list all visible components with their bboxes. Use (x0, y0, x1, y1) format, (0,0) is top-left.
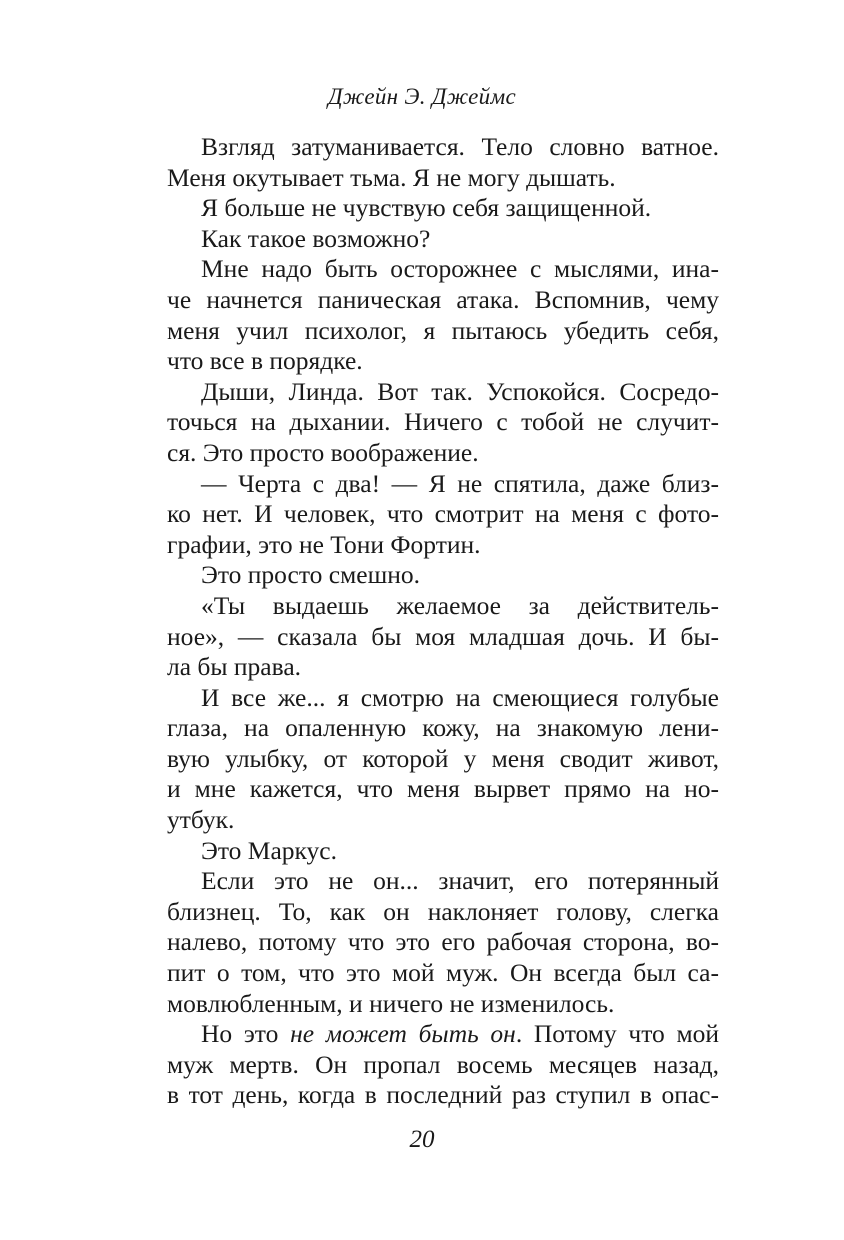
text-line: близнец. То, как он наклоняет голову, слегка (167, 896, 719, 926)
paragraph (167, 591, 719, 683)
text-line: и мне кажется, что меня вырвет прямо на но- (167, 774, 719, 804)
text-line: — Черта с два! — Я не спятила, даже близ- (201, 468, 719, 498)
text-line: ко нет. И человек, что смотрит на меня с фото- (167, 499, 719, 529)
text-line: глаза, на опаленную кожу, на знакомую лени- (167, 713, 719, 743)
paragraph (167, 224, 719, 255)
running-head: Джейн Э. Джеймс (328, 84, 516, 109)
text-line: утбук. (167, 805, 235, 835)
paragraph (167, 193, 719, 224)
text-line: че начнется паническая атака. Вспомнив, чему (167, 284, 719, 314)
text-line: муж мертв. Он пропал восемь месяцев назад, (167, 1049, 719, 1079)
text-line: мовлюбленным, и ничего не изменилось. (167, 988, 615, 1018)
page-number: 20 (409, 1126, 435, 1153)
paragraph (167, 469, 719, 561)
text-line: Это просто смешно. (201, 560, 420, 590)
emphasis-text: не может быть он (290, 1019, 516, 1049)
text-line (167, 1019, 719, 1050)
paragraph-final (167, 1019, 719, 1111)
paragraph (167, 683, 719, 836)
text-line: ное», — сказала бы моя младшая дочь. И бы- (167, 621, 719, 651)
text-line: ся. Это просто воображение. (167, 437, 479, 467)
text-line: что все в порядке. (167, 346, 363, 376)
text-line: Мне надо быть осторожнее с мыслями, ина- (201, 254, 719, 284)
text-line: ла бы права. (167, 652, 302, 682)
paragraph (167, 132, 719, 193)
text-line: Если это не он... значит, его потерянный (201, 866, 719, 896)
paragraph (167, 836, 719, 867)
text-line: налево, потому что это его рабочая сторона, во- (167, 927, 719, 957)
text-line: И все же... я смотрю на смеющиеся голубые (201, 682, 719, 712)
body-text (167, 132, 719, 1111)
text-line: Меня окутывает тьма. Я не могу дышать. (167, 162, 616, 192)
text-line: Как такое возможно? (201, 223, 431, 253)
text-line: вую улыбку, от которой у меня сводит живот, (167, 743, 719, 773)
text-line: Это Маркус. (201, 835, 337, 865)
text-line: меня учил психолог, я пытаюсь убедить себя, (167, 315, 719, 345)
text-line: Дыши, Линда. Вот так. Успокойся. Сосредо- (201, 376, 719, 406)
text-line: Я больше не чувствую себя защищенной. (201, 193, 652, 223)
text-run: . Потому что мой (515, 1019, 719, 1049)
paragraph (167, 560, 719, 591)
text-line: графии, это не Тони Фортин. (167, 529, 481, 559)
text-run: Но это (201, 1019, 291, 1049)
text-line: в тот день, когда в последний раз ступил в опас- (167, 1080, 719, 1110)
paragraph (167, 866, 719, 1019)
text-line: «Ты выдаешь желаемое за действитель- (201, 590, 719, 620)
paragraph (167, 254, 719, 376)
text-line: точься на дыхании. Ничего с тобой не случит- (167, 407, 719, 437)
text-line: Взгляд затуманивается. Тело словно ватное. (201, 132, 719, 161)
paragraph (167, 377, 719, 469)
text-line: пит о том, что это мой муж. Он всегда был са- (167, 958, 719, 988)
